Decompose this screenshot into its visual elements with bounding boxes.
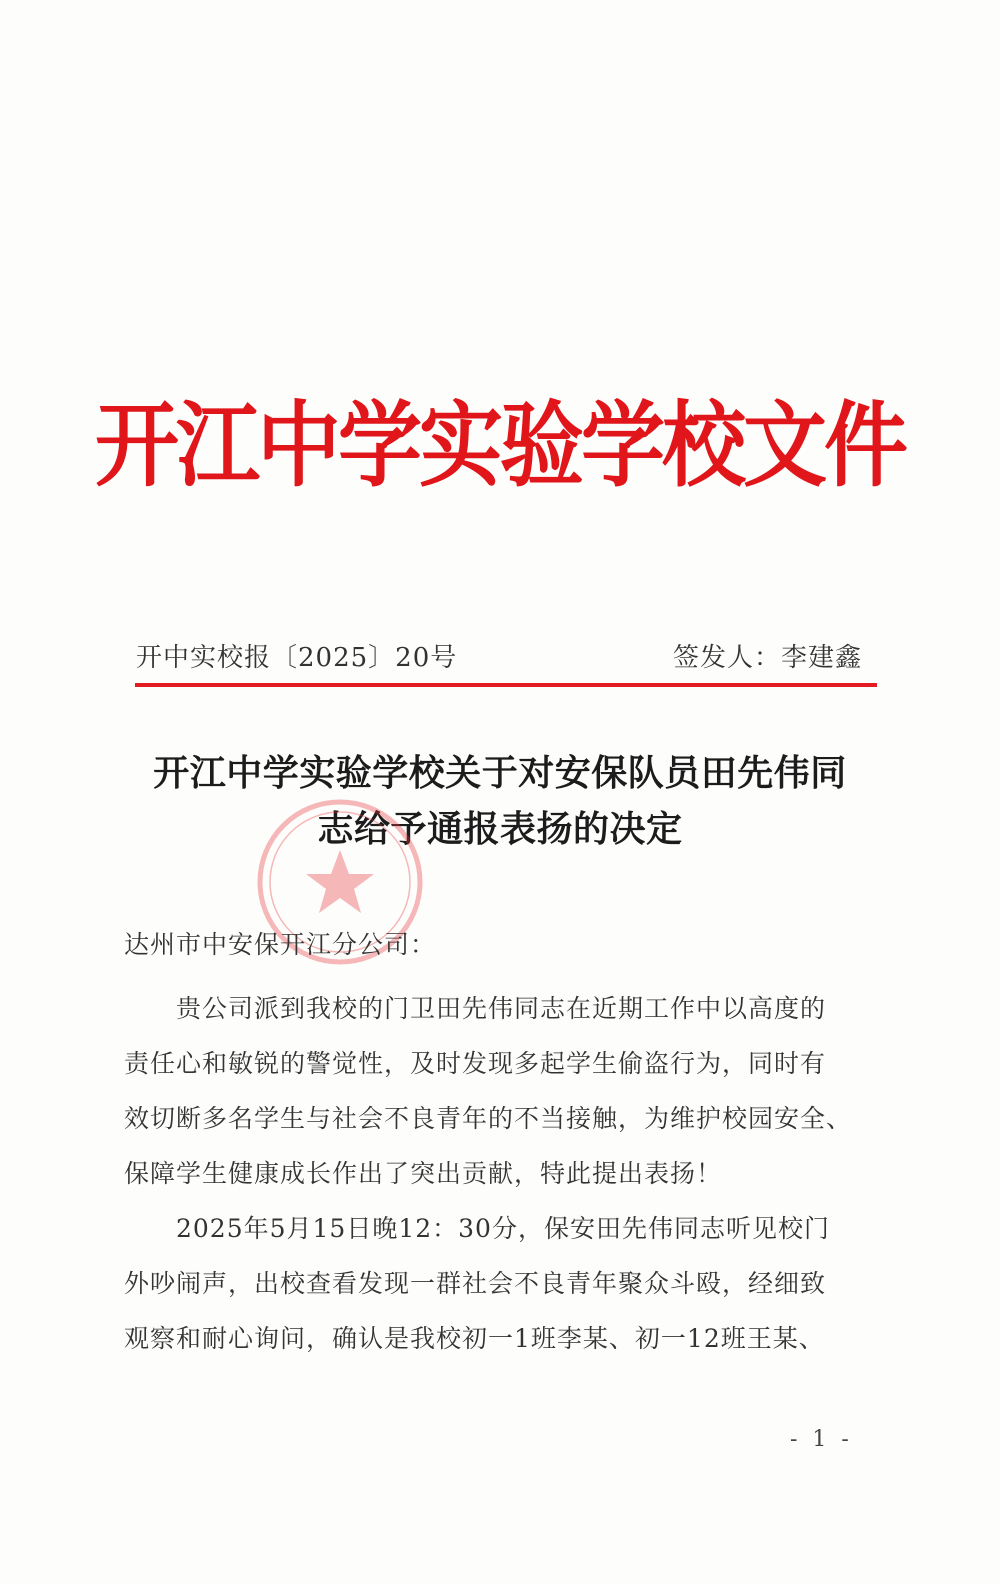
document-title <box>120 745 880 857</box>
body-line: 保障学生健康成长作出了突出贡献，特此提出表扬！ <box>124 1159 723 1188</box>
document-title-line: 志给予通报表扬的决定 <box>317 808 683 850</box>
document-header-title: 开江中学实验学校文件 <box>94 390 905 500</box>
body-line: 观察和耐心询问，确认是我校初一1班李某、初一12班王某、 <box>124 1324 825 1353</box>
red-divider-rule <box>135 683 877 687</box>
body-line: 2025年5月15日晚12：30分，保安田先伟同志听见校门 <box>124 1214 830 1243</box>
body-line: 贵公司派到我校的门卫田先伟同志在近期工作中以高度的 <box>124 994 827 1023</box>
document-body <box>124 981 874 1366</box>
document-number: 开中实校报〔2025〕20号 <box>136 643 458 673</box>
body-line: 外吵闹声，出校查看发现一群社会不良青年聚众斗殴，经细致 <box>124 1269 827 1298</box>
body-line: 效切断多名学生与社会不良青年的不当接触，为维护校园安全、 <box>124 1104 853 1133</box>
page-number: - 1 - <box>790 1427 853 1452</box>
body-line: 责任心和敏锐的警觉性，及时发现多起学生偷盗行为，同时有 <box>124 1049 827 1078</box>
salutation: 达州市中安保开江分公司： <box>124 930 437 959</box>
signer: 签发人：李建鑫 <box>672 643 862 673</box>
document-title-line: 开江中学实验学校关于对安保队员田先伟同 <box>153 752 847 794</box>
